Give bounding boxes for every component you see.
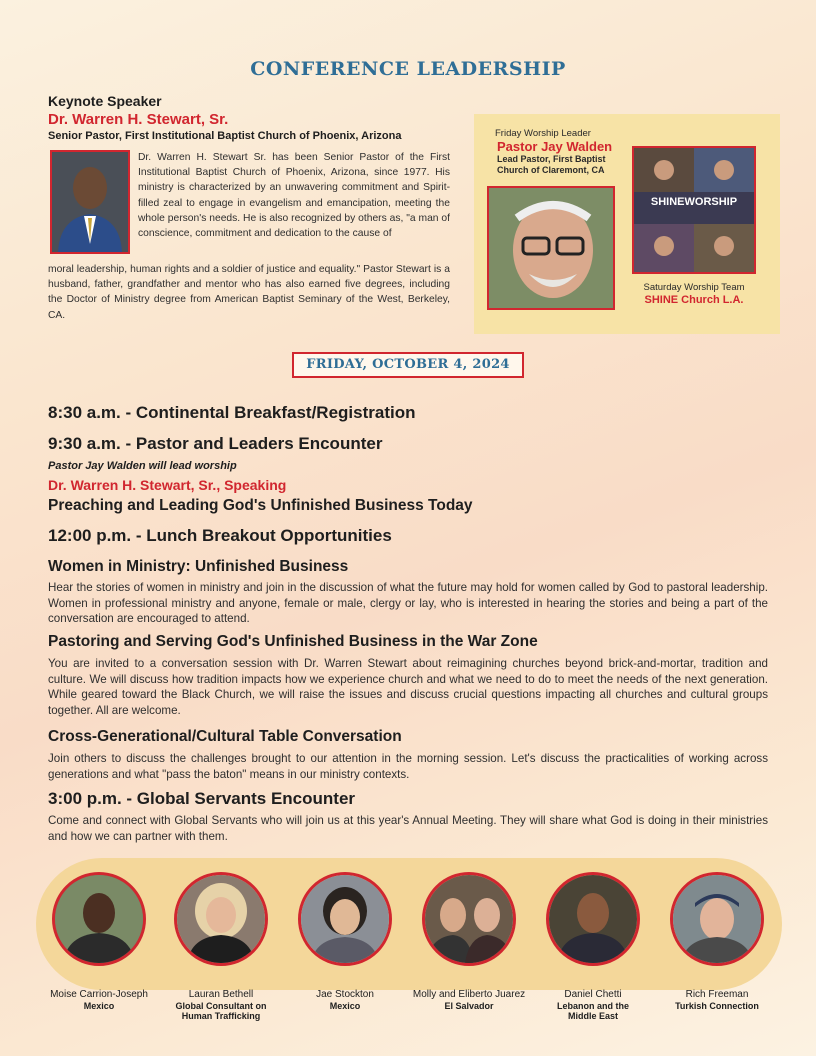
servant-name: Molly and Eliberto Juarez: [412, 989, 526, 1000]
person-portrait-icon: [55, 875, 143, 963]
servant-location: Turkish Connection: [675, 1000, 759, 1011]
shine-logo-text: SHINEWORSHIP: [650, 196, 738, 208]
breakout-title-women: Women in Ministry: Unfinished Business: [48, 558, 349, 575]
global-text: Come and connect with Global Servants who will join us at this year's Annual Meeting. They will share what God is doing in their ministries and how we can partner with them.: [48, 814, 768, 843]
servant-caption: [399, 990, 539, 1011]
servant-location: Global Consultant on Human Trafficking: [175, 1000, 267, 1021]
friday-worship-photo: [487, 186, 615, 310]
sermon-topic: Preaching and Leading God's Unfinished Business Today: [48, 497, 473, 514]
friday-worship-role: Lead Pastor, First Baptist Church of Claremont, CA: [497, 154, 606, 175]
group-photo-icon: [634, 148, 754, 272]
friday-worship-name: Pastor Jay Walden: [497, 139, 613, 154]
servant-location: Mexico: [83, 1000, 115, 1011]
servant-caption: [275, 990, 415, 1011]
person-portrait-icon: [549, 875, 637, 963]
schedule-item-global: 3:00 p.m. - Global Servants Encounter: [48, 789, 356, 808]
servant-caption: [29, 990, 169, 1011]
servant-photo: [174, 872, 268, 966]
person-portrait-icon: [673, 875, 761, 963]
servant-photo: [670, 872, 764, 966]
keynote-name: Dr. Warren H. Stewart, Sr.: [48, 111, 229, 128]
person-portrait-icon: [301, 875, 389, 963]
saturday-worship-name: SHINE Church L.A.: [644, 294, 744, 306]
servant-caption: [647, 990, 787, 1011]
date-banner: FRIDAY, OCTOBER 4, 2024: [292, 352, 524, 378]
person-portrait-icon: [52, 152, 128, 252]
servant-photo: [422, 872, 516, 966]
keynote-bio-part1: Dr. Warren H. Stewart Sr. has been Senior Pastor of the First Institutional Baptist Church of Phoenix, Arizona, since 1977. His ministry is characterized by an unwavering commitment and Spirit-filled zeal to engage in evangelism and emancipation, meeting the whole person's needs. He is also recognized by others as, "a man of conscience, commitment and dedication to the cause of: [138, 152, 450, 240]
saturday-worship-label: Saturday Worship Team: [643, 282, 745, 293]
keynote-label: Keynote Speaker: [48, 93, 162, 109]
friday-worship-label: Friday Worship Leader: [495, 128, 591, 139]
keynote-role: Senior Pastor, First Institutional Baptist Church of Phoenix, Arizona: [48, 130, 402, 142]
breakout-text-cross: Join others to discuss the challenges brought to our attention in the morning session. Let's discuss the practicalities of working across generations and what "pass the baton" means in our ministry contexts.: [48, 752, 768, 781]
servant-photo: [298, 872, 392, 966]
keynote-bio-part2: moral leadership, human rights and a soldier of justice and equality." Pastor Stewart is a husband, father, grandfather and mentor who has also earned five degrees, including the Doctor of Ministry degree from American Baptist Seminary of the West, Berkeley, CA.: [48, 264, 450, 321]
servant-name: Rich Freeman: [685, 989, 749, 1000]
page-title: CONFERENCE LEADERSHIP: [250, 58, 566, 80]
servant-name: Jae Stockton: [316, 989, 374, 1000]
servant-name: Moise Carrion-Joseph: [50, 989, 148, 1000]
speaker-line: Dr. Warren H. Stewart, Sr., Speaking: [48, 477, 287, 493]
breakout-title-cross: Cross-Generational/Cultural Table Conversation: [48, 728, 402, 745]
person-portrait-icon: [489, 188, 613, 308]
keynote-photo: [50, 150, 130, 254]
shine-worship-photo: [632, 146, 756, 274]
schedule-item-encounter: 9:30 a.m. - Pastor and Leaders Encounter: [48, 434, 383, 453]
servant-photo: [546, 872, 640, 966]
servant-name: Daniel Chetti: [564, 989, 622, 1000]
servant-caption: [523, 990, 663, 1022]
schedule-item-breakfast: 8:30 a.m. - Continental Breakfast/Registration: [48, 403, 416, 422]
breakout-title-warzone: Pastoring and Serving God's Unfinished Business in the War Zone: [48, 633, 538, 650]
person-portrait-icon: [425, 875, 513, 963]
servant-location: El Salvador: [444, 1000, 494, 1011]
servant-name: Lauran Bethell: [188, 989, 254, 1000]
breakout-text-women: Hear the stories of women in ministry and join in the discussion of what the future may hold for women called by God to pastoral leadership. Women in professional ministry and anyone, female or male, clergy or lay, who is interested in hearing the stories and being a part of the conversation are encouraged to attend.: [48, 581, 768, 626]
breakout-text-warzone: You are invited to a conversation session with Dr. Warren Stewart about reimagining churches beyond brick-and-mortar, tradition and culture. We will discuss how tradition impacts how we experience church and what we need to do to meet the needs of the next generation. While geared toward the Black Church, we will raise the issues and discuss crucial questions impacting all churches and cultural groups together. All are welcome.: [48, 657, 768, 717]
servant-photo: [52, 872, 146, 966]
servant-location: Lebanon and the Middle East: [557, 1000, 629, 1021]
schedule-item-lunch: 12:00 p.m. - Lunch Breakout Opportunities: [48, 526, 392, 545]
servant-location: Mexico: [329, 1000, 361, 1011]
worship-note: Pastor Jay Walden will lead worship: [48, 460, 237, 472]
person-portrait-icon: [177, 875, 265, 963]
servant-caption: [151, 990, 291, 1022]
